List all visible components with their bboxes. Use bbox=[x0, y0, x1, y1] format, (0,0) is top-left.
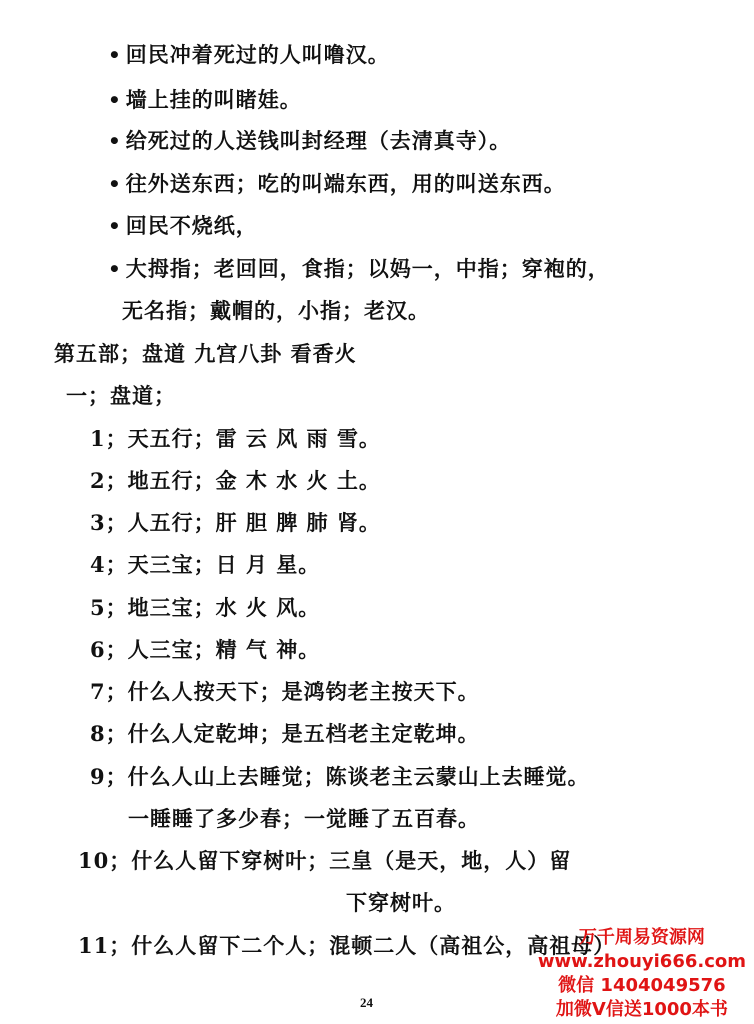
bullet-line bbox=[108, 41, 390, 69]
bullet-dot: • bbox=[108, 257, 122, 281]
bullet-line bbox=[108, 86, 302, 114]
bullet-dot: • bbox=[108, 88, 122, 112]
list-item: 3；人五行；肝 胆 脾 肺 肾。 bbox=[90, 510, 381, 535]
bullet-line bbox=[108, 127, 511, 155]
list-item: 10；什么人留下穿树叶；三皇（是天，地，人）留 bbox=[78, 848, 572, 873]
bullet-dot: • bbox=[108, 43, 122, 67]
list-item: 11；什么人留下二个人；混顿二人（高祖公，高祖母） bbox=[78, 933, 616, 958]
list-item-continuation: 一睡睡了多少春；一觉睡了五百春。 bbox=[128, 806, 480, 831]
bullet-text: 给死过的人送钱叫封经理（去清真寺）。 bbox=[125, 128, 512, 153]
watermark bbox=[538, 926, 746, 1022]
bullet-dot: • bbox=[108, 214, 122, 238]
list-item: 1；天五行；雷 云 风 雨 雪。 bbox=[90, 426, 381, 451]
bullet-continuation: 无名指；戴帽的，小指；老汉。 bbox=[122, 298, 430, 323]
bullet-dot: • bbox=[108, 172, 122, 196]
bullet-line bbox=[108, 170, 566, 198]
bullet-dot: • bbox=[108, 129, 122, 153]
list-item: 2；地五行；金 木 水 火 土。 bbox=[90, 468, 381, 493]
page-number: 24 bbox=[360, 995, 373, 1010]
watermark-line: 微信 1404049576 bbox=[558, 975, 726, 996]
watermark-line: 加微V信送1000本书 bbox=[555, 999, 728, 1020]
list-item: 4；天三宝；日 月 星。 bbox=[90, 552, 321, 577]
bullet-text: 墙上挂的叫睹娃。 bbox=[125, 87, 302, 112]
bullet-text: 回民冲着死过的人叫噜汉。 bbox=[125, 42, 390, 67]
list-item-continuation: 下穿树叶。 bbox=[346, 890, 456, 915]
bullet-text: 往外送东西；吃的叫端东西，用的叫送东西。 bbox=[125, 171, 566, 196]
bullet-line bbox=[108, 212, 258, 240]
list-item: 9；什么人山上去睡觉；陈谈老主云蒙山上去睡觉。 bbox=[90, 764, 590, 789]
bullet-text: 大拇指；老回回，食指；以妈一，中指；穿袍的， bbox=[125, 256, 610, 281]
section-title: 第五部；盘道 九宫八卦 看香火 bbox=[54, 341, 357, 366]
watermark-line: www.zhouyi666.com bbox=[537, 951, 746, 972]
subsection-title: 一；盘道； bbox=[66, 383, 176, 408]
bullet-line bbox=[108, 255, 610, 283]
list-item: 7；什么人按天下；是鸿钧老主按天下。 bbox=[90, 679, 480, 704]
list-item: 8；什么人定乾坤；是五档老主定乾坤。 bbox=[90, 721, 480, 746]
list-item: 6；人三宝；精 气 神。 bbox=[90, 637, 321, 662]
list-item: 5；地三宝；水 火 风。 bbox=[90, 595, 321, 620]
bullet-text: 回民不烧纸， bbox=[125, 213, 258, 238]
watermark-line: 万千周易资源网 bbox=[578, 927, 705, 948]
